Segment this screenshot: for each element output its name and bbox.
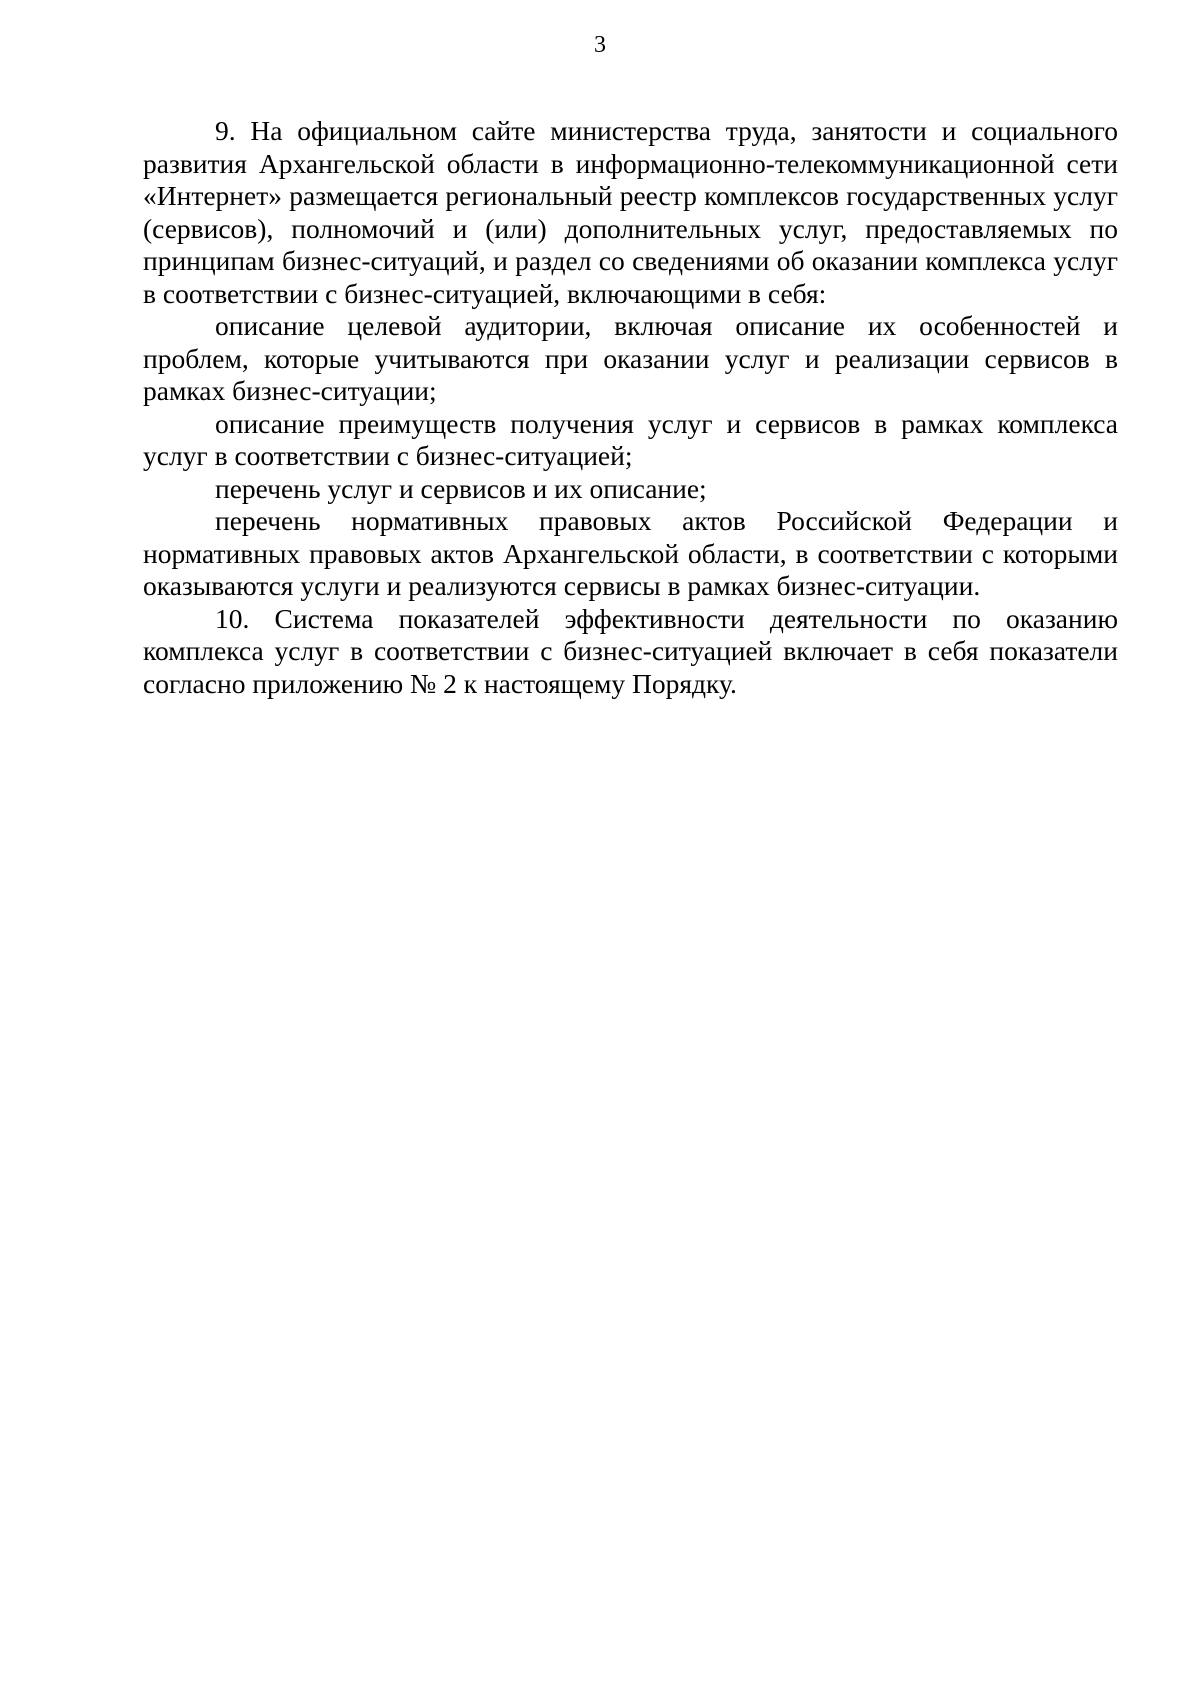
- list-item-advantages: описание преимуществ получения услуг и сервисов в рамках комплекса услуг в соответствии с бизнес-ситуацией;: [143, 407, 1118, 471]
- list-item-target-audience: описание целевой аудитории, включая описание их особенностей и проблем, которые учитываются при оказании услуг и реализации сервисов в рамках бизнес-ситуации;: [143, 310, 1118, 406]
- list-item-normative-acts: перечень нормативных правовых актов Российской Федерации и нормативных правовых актов Архангельской области, в соответствии с которыми оказываются услуги и реализуются сервисы в рамках бизнес-ситуации.: [143, 505, 1118, 601]
- paragraph-10-performance-indicators: 10. Система показателей эффективности деятельности по оказанию комплекса услуг в соответствии с бизнес-ситуацией включает в себя показатели согласно приложению № 2 к настоящему Порядку.: [143, 602, 1118, 699]
- paragraph-9-official-site-registry: 9. На официальном сайте министерства труда, занятости и социального развития Архангельской области в информационно-телекоммуникационной сети «Интернет» размещается региональный реестр комплексов государственных услуг (сервисов), полномочий и (или) дополнительных услуг, предоставляемых по принципам бизнес-ситуаций, и раздел со сведениями об оказании комплекса услуг в соответствии с бизнес-ситуацией, включающими в себя:: [143, 115, 1118, 309]
- page-number: 3: [594, 32, 606, 58]
- document-body: [143, 115, 1118, 700]
- list-item-services-list: перечень услуг и сервисов и их описание;: [215, 472, 707, 504]
